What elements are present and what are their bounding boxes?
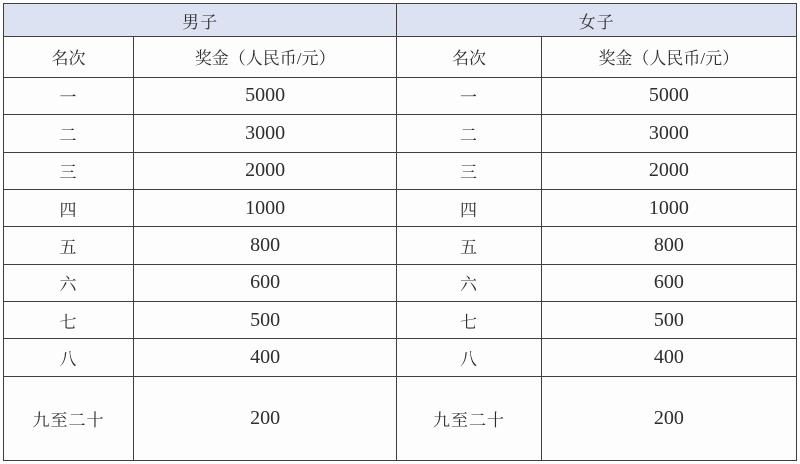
prize-cell-women: 2000 — [541, 152, 796, 189]
rank-cell-women: 九至二十 — [397, 376, 541, 460]
prize-cell-men: 5000 — [134, 77, 397, 114]
prize-cell-women: 600 — [541, 264, 796, 301]
prize-cell-men: 500 — [134, 302, 397, 339]
rank-cell-men: 四 — [4, 189, 134, 226]
group-header-men: 男子 — [4, 4, 397, 37]
rank-cell-women: 一 — [397, 77, 541, 114]
table-row — [4, 152, 797, 189]
prize-cell-men: 3000 — [134, 115, 397, 152]
group-header-women: 女子 — [397, 4, 797, 37]
prize-cell-men: 400 — [134, 339, 397, 376]
table-row — [4, 302, 797, 339]
prize-cell-women: 400 — [541, 339, 796, 376]
table-row — [4, 77, 797, 114]
table-row — [4, 264, 797, 301]
column-header-prize-women: 奖金（人民币/元） — [541, 37, 796, 78]
prize-cell-men: 2000 — [134, 152, 397, 189]
rank-cell-women: 四 — [397, 189, 541, 226]
column-header-row — [4, 37, 797, 78]
prize-cell-women: 800 — [541, 227, 796, 264]
rank-cell-women: 三 — [397, 152, 541, 189]
prize-cell-women: 5000 — [541, 77, 796, 114]
group-header-row — [4, 4, 797, 37]
prize-cell-women: 200 — [541, 376, 796, 460]
column-header-rank-men: 名次 — [4, 37, 134, 78]
prize-cell-men: 200 — [134, 376, 397, 460]
prize-cell-men: 1000 — [134, 189, 397, 226]
rank-cell-women: 六 — [397, 264, 541, 301]
rank-cell-women: 八 — [397, 339, 541, 376]
table-row — [4, 189, 797, 226]
rank-cell-men: 六 — [4, 264, 134, 301]
column-header-rank-women: 名次 — [397, 37, 541, 78]
prize-cell-women: 3000 — [541, 115, 796, 152]
prize-cell-women: 500 — [541, 302, 796, 339]
table-row — [4, 376, 797, 460]
rank-cell-women: 二 — [397, 115, 541, 152]
prize-cell-men: 600 — [134, 264, 397, 301]
rank-cell-men: 三 — [4, 152, 134, 189]
rank-cell-women: 七 — [397, 302, 541, 339]
prize-money-table — [3, 3, 797, 461]
table-row — [4, 227, 797, 264]
rank-cell-men: 五 — [4, 227, 134, 264]
table-row — [4, 115, 797, 152]
prize-cell-men: 800 — [134, 227, 397, 264]
rank-cell-men: 九至二十 — [4, 376, 134, 460]
column-header-prize-men: 奖金（人民币/元） — [134, 37, 397, 78]
rank-cell-men: 二 — [4, 115, 134, 152]
rank-cell-men: 一 — [4, 77, 134, 114]
rank-cell-women: 五 — [397, 227, 541, 264]
prize-cell-women: 1000 — [541, 189, 796, 226]
rank-cell-men: 八 — [4, 339, 134, 376]
rank-cell-men: 七 — [4, 302, 134, 339]
table-row — [4, 339, 797, 376]
